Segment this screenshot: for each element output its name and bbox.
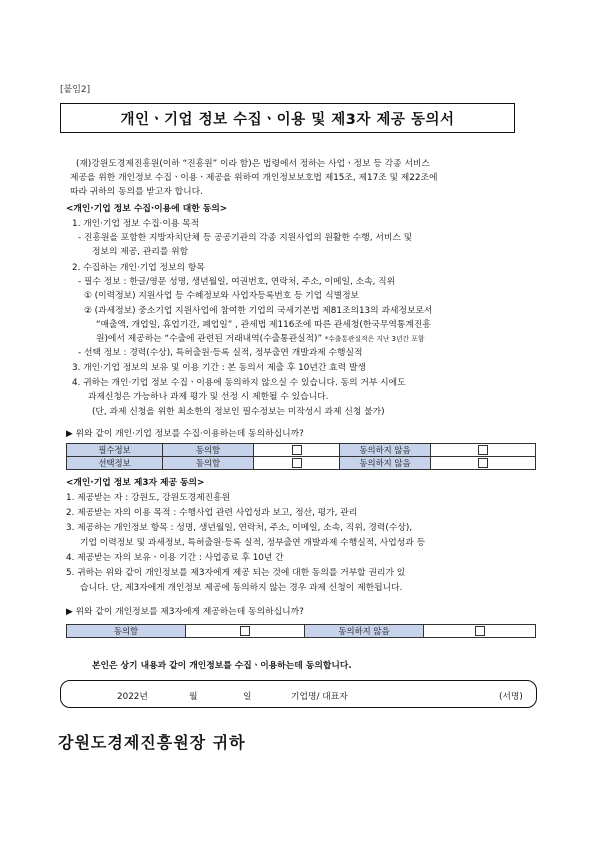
section2-line: 4. 제공받는 자의 보유ㆍ이용 기간 : 사업종료 후 10년 간 [66,553,284,563]
section1-line: - 선택 정보 : 경력(수상), 특허출원·등록 실적, 정부출연 개발과제 수행실적 [78,348,363,358]
section1-footnote: *수출통관실적은 지난 3년간 포함 [324,335,425,343]
section2-question: ▶ 위와 같이 개인정보를 제3자에게 제공하는데 동의하십니까? [66,607,304,617]
section2-line: 3. 제공하는 개인정보 항목 : 성명, 생년월일, 연락처, 주소, 이메일, 소속, 직위, 경력(수상), [66,523,413,533]
section1-line: ① (이력정보) 지원사업 등 수혜정보와 사업자등록번호 등 기업 식별정보 [84,291,360,301]
checkbox[interactable] [478,458,488,468]
disagree-checkbox-cell[interactable] [431,444,536,457]
section1-line: (단, 과제 신청을 위한 최소한의 정보인 필수정보는 미작성시 과제 신청 불가) [92,407,385,417]
section1-line: 4. 귀하는 개인·기업 정보 수집ㆍ이용에 동의하지 않으실 수 있습니다. 동의 거부 시에도 [72,378,406,388]
section1-line: “매출액, 개업일, 휴업기간, 폐업일” , 관세법 제116조에 따른 관세청(한국무역통계진흥 [96,320,431,330]
agree-label: 동의함 [163,457,254,470]
checkbox[interactable] [240,626,250,636]
agree-label: 동의함 [67,625,186,638]
intro-line: 제공을 위한 개인정보 수집ㆍ이용ㆍ제공을 위하여 개인정보보호법 제15조, 제17조 및 제22조에 [70,173,438,183]
section1-consent-table [66,443,536,470]
section2-consent-table [66,624,536,638]
section1-line: 과제신청은 가능하나 과제 평가 및 선정 시 제한될 수 있습니다. [88,392,329,402]
section1-line-text: 원)에서 제공하는 “수출에 관련된 거래내역(수출통관실적)” [96,334,323,344]
table-row [67,444,536,457]
agree-checkbox-cell[interactable] [186,625,305,638]
signature-month: 월 [189,692,198,702]
disagree-label: 동의하지 않음 [305,625,424,638]
section1-question: ▶ 위와 같이 개인·기업 정보를 수집·이용하는데 동의하십니까? [66,429,304,439]
section1-line: 3. 개인·기업 정보의 보유 및 이용 기간 : 본 동의서 제출 후 10년간 효력 발생 [72,363,366,373]
checkbox[interactable] [478,445,488,455]
section2-heading: <개인·기업 정보 제3자 제공 동의> [66,478,205,488]
table-row [67,625,536,638]
agree-label: 동의함 [163,444,254,457]
signature-day: 일 [243,692,252,702]
disagree-label: 동의하지 않음 [340,444,431,457]
attachment-label: [붙임2] [60,85,91,95]
disagree-label: 동의하지 않음 [340,457,431,470]
section1-line: - 필수 정보 : 한글/영문 성명, 생년월일, 여권번호, 연락처, 주소, 이메일, 소속, 직위 [78,277,396,287]
row-label: 선택정보 [67,457,163,470]
section1-line: 1. 개인·기업 정보 수집·이용 목적 [72,219,200,229]
recipient: 강원도경제진흥원장 귀하 [58,733,246,752]
agree-checkbox-cell[interactable] [254,444,340,457]
section1-line: - 진흥원을 포함한 지방자치단체 등 공공기관의 각종 지원사업의 원활한 수행, 서비스 및 [78,233,413,243]
intro-line: 따라 귀하의 동의를 받고자 합니다. [70,187,203,197]
disagree-checkbox-cell[interactable] [431,457,536,470]
signature-box [60,680,537,708]
section2-line: 2. 제공받는 자의 이용 목적 : 수행사업 관련 사업성과 보고, 정산, 평가, 관리 [66,508,358,518]
checkbox[interactable] [292,445,302,455]
form-title-box [60,103,515,133]
signature-year: 2022년 [117,692,148,702]
signature-company-rep[interactable]: 기업명/ 대표자 [291,692,348,702]
signature-sign[interactable]: (서명) [499,692,523,702]
section2-line: 기업 이력정보 및 과세정보, 특허출원·등록 실적, 정부출연 개발과제 수행실적, 사업성과 등 [80,538,426,548]
checkbox[interactable] [292,458,302,468]
intro-line: (재)강원도경제진흥원(이하 “진흥원” 이라 함)은 법령에서 정하는 사업ㆍ정보 등 각종 서비스 [76,159,430,169]
table-row [67,457,536,470]
section2-line: 습니다. 단, 제3자에게 개인정보 제공에 동의하지 않는 경우 과제 신청이 제한됩니다. [80,583,403,593]
agree-checkbox-cell[interactable] [254,457,340,470]
section1-line: ② (과세정보) 중소기업 지원사업에 참여한 기업의 국세기본법 제81조의13의 과세정보로서 [84,306,433,316]
disagree-checkbox-cell[interactable] [424,625,536,638]
section1-line: 2. 수집하는 개인·기업 정보의 항목 [72,263,205,273]
section1-line [96,333,424,346]
section1-heading: <개인·기업 정보 수집·이용에 대한 동의> [66,204,228,214]
checkbox[interactable] [475,626,485,636]
section1-line: 정보의 제공, 관리를 위함 [92,247,189,257]
row-label: 필수정보 [67,444,163,457]
section2-line: 5. 귀하는 위와 같이 개인정보를 제3자에게 제공 되는 것에 대한 동의를 거부할 권리가 있 [66,568,406,578]
confirmation-text: 본인은 상기 내용과 같이 개인정보를 수집ㆍ이용하는데 동의합니다. [92,661,352,671]
form-title: 개인ㆍ기업 정보 수집ㆍ이용 및 제3자 제공 동의서 [120,111,455,128]
section2-line: 1. 제공받는 자 : 강원도, 강원도경제진흥원 [66,493,231,503]
